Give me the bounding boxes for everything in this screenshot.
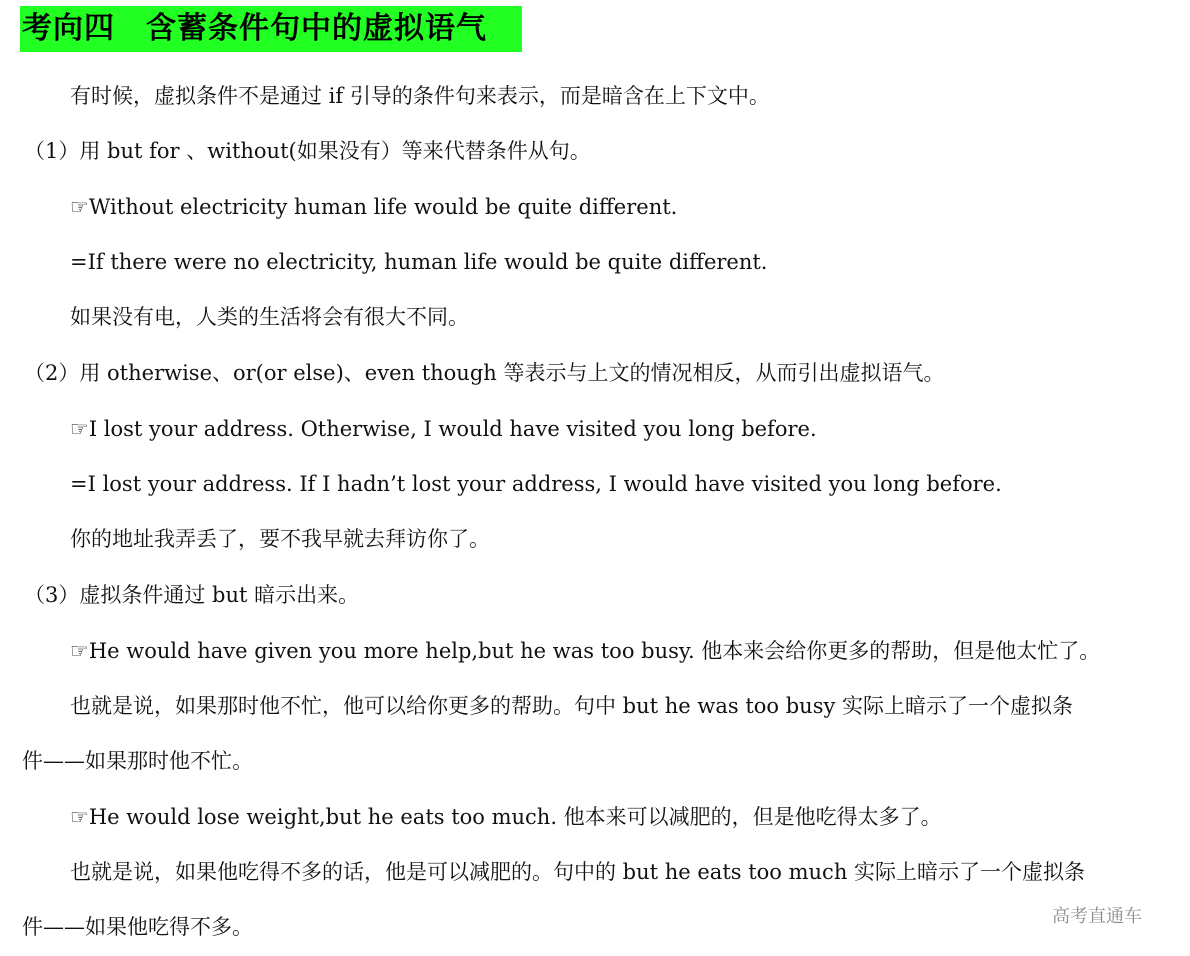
example-1-equivalent: =If there were no electricity, human life would be quite different. [70, 250, 768, 274]
example-3-explanation-line-1: 也就是说，如果那时他不忙，他可以给你更多的帮助。句中 but he was too busy 实际上暗示了一个虚拟条 [70, 694, 1074, 718]
example-3-explanation-line-2: 件——如果那时他不忙。 [22, 749, 253, 773]
example-4-explanation-line-1: 也就是说，如果他吃得不多的话，他是可以减肥的。句中的 but he eats too much 实际上暗示了一个虚拟条 [70, 860, 1086, 884]
example-4-explanation-line-2: 件——如果他吃得不多。 [22, 915, 253, 939]
example-2-translation: 你的地址我弄丢了，要不我早就去拜访你了。 [70, 527, 490, 551]
intro-paragraph: 有时候，虚拟条件不是通过 if 引导的条件句来表示，而是暗含在上下文中。 [70, 84, 770, 108]
watermark: 高考直通车 [1052, 906, 1142, 927]
example-1-translation: 如果没有电，人类的生活将会有很大不同。 [70, 305, 469, 329]
example-4-sentence: ☞He would lose weight,but he eats too much. 他本来可以减肥的，但是他吃得太多了。 [70, 805, 942, 829]
point-2-heading: （2）用 otherwise、or(or else)、even though 等表示与上文的情况相反，从而引出虚拟语气。 [24, 361, 945, 385]
point-3-heading: （3）虚拟条件通过 but 暗示出来。 [24, 583, 360, 607]
example-2-equivalent: =I lost your address. If I hadn’t lost your address, I would have visited you long before. [70, 472, 1002, 496]
example-2-sentence: ☞I lost your address. Otherwise, I would have visited you long before. [70, 417, 817, 441]
example-3-sentence: ☞He would have given you more help,but he was too busy. 他本来会给你更多的帮助，但是他太忙了。 [70, 639, 1101, 663]
example-1-sentence: ☞Without electricity human life would be quite different. [70, 195, 678, 219]
section-heading: 考向四 含蓄条件句中的虚拟语气 [20, 6, 522, 52]
point-1-heading: （1）用 but for 、without(如果没有）等来代替条件从句。 [24, 139, 591, 163]
